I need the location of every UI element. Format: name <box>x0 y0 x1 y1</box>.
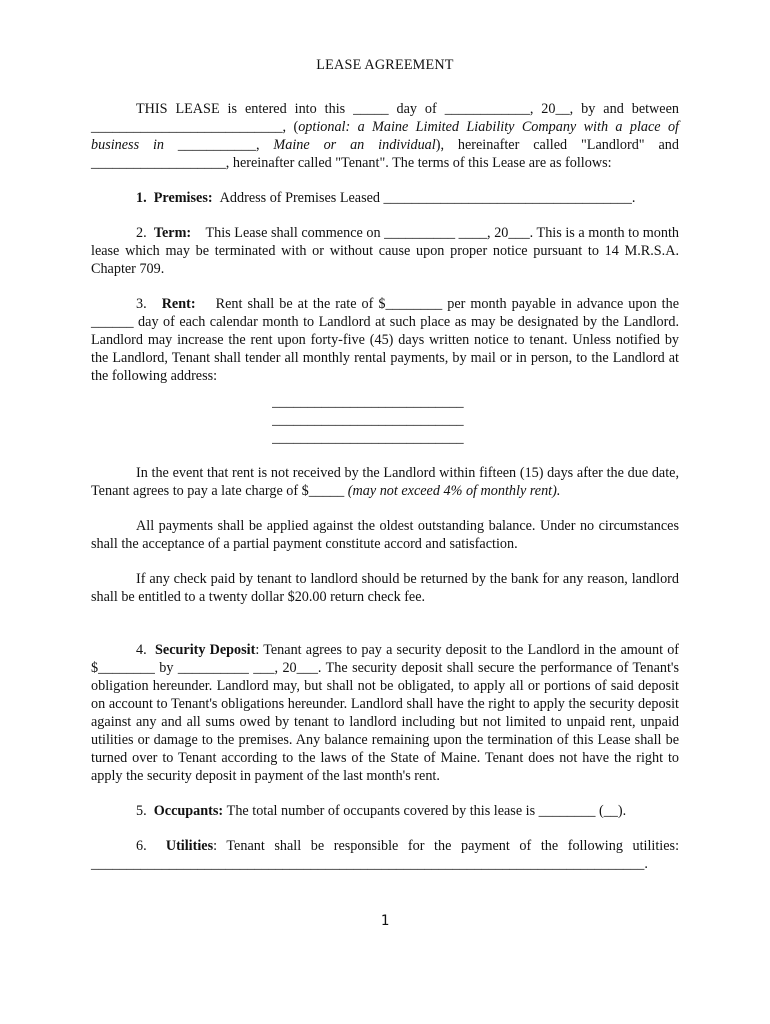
rent-text: Rent shall be at the rate of $________ per month payable in advance upon the ______ day of each calendar month to Landlord at such place as may be designated by the Landlord. Landlord may increase the rent upon forty-five (45) days written notice to tenant. Unless notified by the Landlord, Tenant shall tender all monthly rental payments, by mail or in person, to the Landlord at the following address: <box>91 296 680 384</box>
intro-italic-2: Maine or an individual <box>273 137 436 153</box>
address-line: ___________________________ <box>272 430 464 446</box>
occupants-number: 5. <box>136 803 147 819</box>
section-term <box>91 224 679 278</box>
lease-document <box>91 56 679 873</box>
section-premises <box>91 189 679 207</box>
section-utilities <box>91 837 679 873</box>
premises-number: 1. <box>136 190 147 206</box>
section-rent <box>91 295 679 385</box>
returned-check-paragraph: If any check paid by tenant to landlord should be returned by the bank for any reason, landlord shall be entitled to a twenty dollar $20.00 return check fee. <box>91 571 679 605</box>
section-security-deposit <box>91 641 679 785</box>
utilities-heading: Utilities <box>165 838 214 854</box>
rent-number: 3. <box>136 296 147 312</box>
term-number: 2. <box>136 225 147 241</box>
occupants-text: The total number of occupants covered by this lease is ________ (__). <box>226 803 627 819</box>
address-line: ___________________________ <box>272 412 464 428</box>
late-charge-text: In the event that rent is not received by the Landlord within fifteen (15) days after the due date, Tenant agrees to pay a late charge of $_____ <box>91 465 679 499</box>
intro-text-1: THIS LEASE is entered into this _____ day of ____________, 20__, by and between ___________________________, ( <box>91 101 679 135</box>
term-text: This Lease shall commence on __________ ____, 20___. This is a month to month lease which may be terminated with or without cause upon proper notice pursuant to 14 M.R.S.A. Chapter 709. <box>91 225 680 277</box>
utilities-number: 6. <box>136 838 147 854</box>
intro-italic-1: optional: a Maine Limited Liability Company with a place of business in <box>91 119 680 153</box>
occupants-heading: Occupants: <box>153 803 224 819</box>
section-occupants <box>91 802 679 820</box>
page-number: 1 <box>380 913 390 929</box>
rent-heading: Rent: <box>161 296 196 312</box>
address-line: ___________________________ <box>272 394 464 410</box>
premises-heading: Premises: <box>153 190 213 206</box>
intro-paragraph <box>91 100 679 172</box>
late-charge-paragraph <box>91 464 679 500</box>
security-deposit-number: 4. <box>136 642 147 658</box>
intro-text-2: ___________, <box>164 137 274 153</box>
premises-text: Address of Premises Leased ___________________________________. <box>219 190 636 206</box>
document-title: LEASE AGREEMENT <box>316 57 454 73</box>
landlord-address-block <box>272 393 472 447</box>
security-deposit-heading: Security Deposit <box>155 642 256 658</box>
security-deposit-text: : Tenant agrees to pay a security deposit to the Landlord in the amount of $________ by __________ ___, 20___. The security deposit shall secure the performance of Tenant's obligation hereunder. Landlord may, but shall not be obligated, to apply all or portions of said deposit on account to Tenant's obligations hereunder. Landlord shall have the right to apply the security deposit against any and all sums owed by tenant to landlord including but not limited to unpaid rent, unpaid utilities or damage to the premises. Any balance remaining upon the termination of this Lease shall be turned over to Tenant according to the laws of the State of Maine. Tenant does not have the right to apply the security deposit in payment of the last month's rent. <box>91 642 680 784</box>
term-heading: Term: <box>153 225 192 241</box>
utilities-text: : Tenant shall be responsible for the payment of the following utilities: ______________________________________________________________________________. <box>91 838 680 872</box>
intro-text-3: ), hereinafter called "Landlord" and ___________________, hereinafter called "Tenant". The terms of this Lease are as follows: <box>91 137 679 171</box>
payments-applied-paragraph: All payments shall be applied against the oldest outstanding balance. Under no circumstances shall the acceptance of a partial payment constitute accord and satisfaction. <box>91 518 679 552</box>
late-charge-italic: (may not exceed 4% of monthly rent). <box>347 483 561 499</box>
